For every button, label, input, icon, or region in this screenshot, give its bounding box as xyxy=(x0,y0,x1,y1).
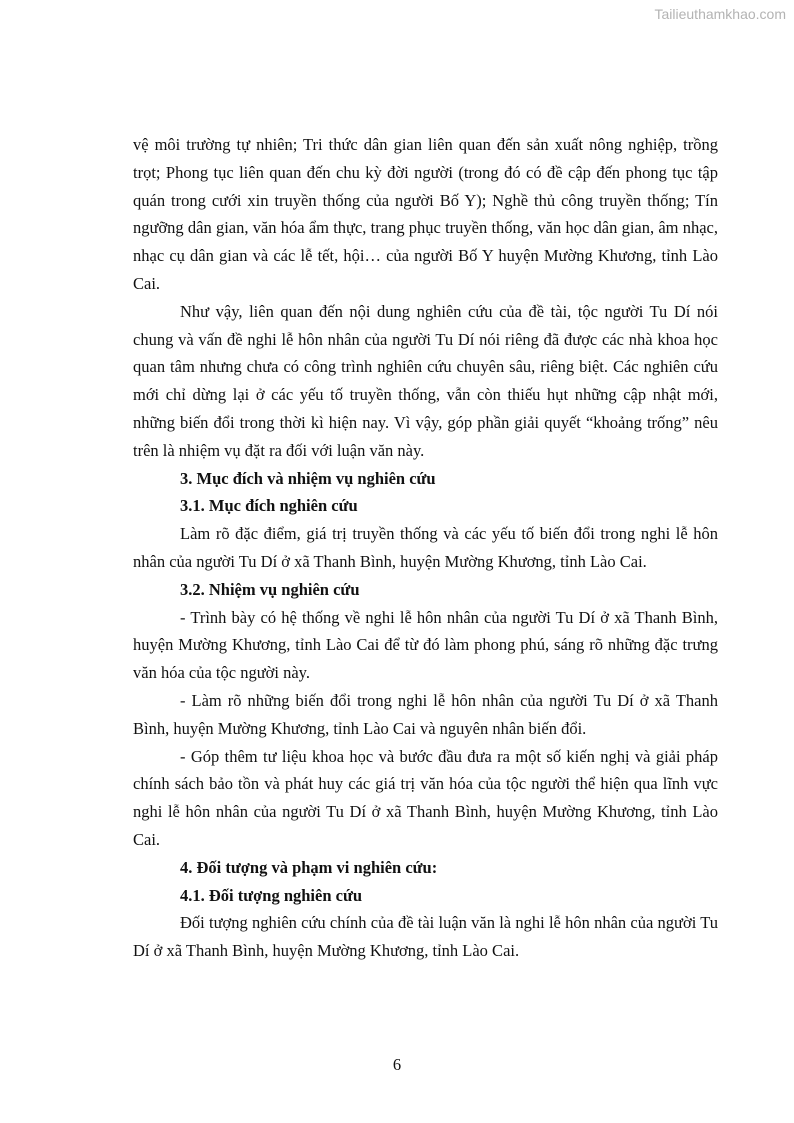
subsection-heading-3-1: 3.1. Mục đích nghiên cứu xyxy=(180,496,358,516)
watermark: Tailieuthamkhao.com xyxy=(654,6,786,22)
subsection-heading-3-2: 3.2. Nhiệm vụ nghiên cứu xyxy=(180,579,360,599)
section-heading-4: 4. Đối tượng và phạm vi nghiên cứu: xyxy=(180,857,438,877)
paragraph-summary: Như vậy, liên quan đến nội dung nghiên cứu của đề tài, tộc người Tu Dí nói chung và vấn đề nghi lễ hôn nhân của người Tu Dí nói riêng đã được các nhà khoa học quan tâm nhưng chưa có công trình nghiên cứu chuyên sâu, riêng biệt. Các nghiên cứu mới chỉ dừng lại ở các yếu tố truyền thống, vẫn còn thiếu hụt những cập nhật mới, những biến đổi trong thời kì hiện nay. Vì vậy, góp phần giải quyết “khoảng trống” nêu trên là nhiệm vụ đặt ra đối với luận văn này. xyxy=(133,301,718,460)
page-number: 6 xyxy=(392,1055,402,1074)
subsection-heading-4-1: 4.1. Đối tượng nghiên cứu xyxy=(180,885,363,905)
task-item-2: - Làm rõ những biến đổi trong nghi lễ hôn nhân của người Tu Dí ở xã Thanh Bình, huyện Mường Khương, tỉnh Lào Cai và nguyên nhân biến đổi. xyxy=(133,690,718,738)
page-body xyxy=(133,131,718,965)
task-item-3: - Góp thêm tư liệu khoa học và bước đầu đưa ra một số kiến nghị và giải pháp chính sách bảo tồn và phát huy các giá trị văn hóa của tộc người thể hiện qua lĩnh vực nghi lễ hôn nhân của người Tu Dí ở xã Thanh Bình, huyện Mường Khương, tỉnh Lào Cai. xyxy=(133,746,718,849)
task-item-1: - Trình bày có hệ thống về nghi lễ hôn nhân của người Tu Dí ở xã Thanh Bình, huyện Mường Khương, tỉnh Lào Cai để từ đó làm phong phú, sáng rõ những đặc trưng văn hóa của tộc người này. xyxy=(133,607,718,683)
paragraph-object: Đối tượng nghiên cứu chính của đề tài luận văn là nghi lễ hôn nhân của người Tu Dí ở xã Thanh Bình, huyện Mường Khương, tỉnh Lào Cai. xyxy=(133,913,718,961)
section-heading-3: 3. Mục đích và nhiệm vụ nghiên cứu xyxy=(180,468,436,488)
paragraph-continued: vệ môi trường tự nhiên; Tri thức dân gian liên quan đến sản xuất nông nghiệp, trồng trọt; Phong tục liên quan đến chu kỳ đời người (trong đó có đề cập đến phong tục tập quán trong cưới xin truyền thống của người Bố Y); Nghề thủ công truyền thống; Tín ngưỡng dân gian, văn hóa ẩm thực, trang phục truyền thống, văn học dân gian, âm nhạc, nhạc cụ dân gian và các lễ tết, hội… của người Bố Y huyện Mường Khương, tỉnh Lào Cai. xyxy=(133,135,718,293)
paragraph-purpose: Làm rõ đặc điểm, giá trị truyền thống và các yếu tố biến đổi trong nghi lễ hôn nhân của người Tu Dí ở xã Thanh Bình, huyện Mường Khương, tỉnh Lào Cai. xyxy=(133,524,718,571)
